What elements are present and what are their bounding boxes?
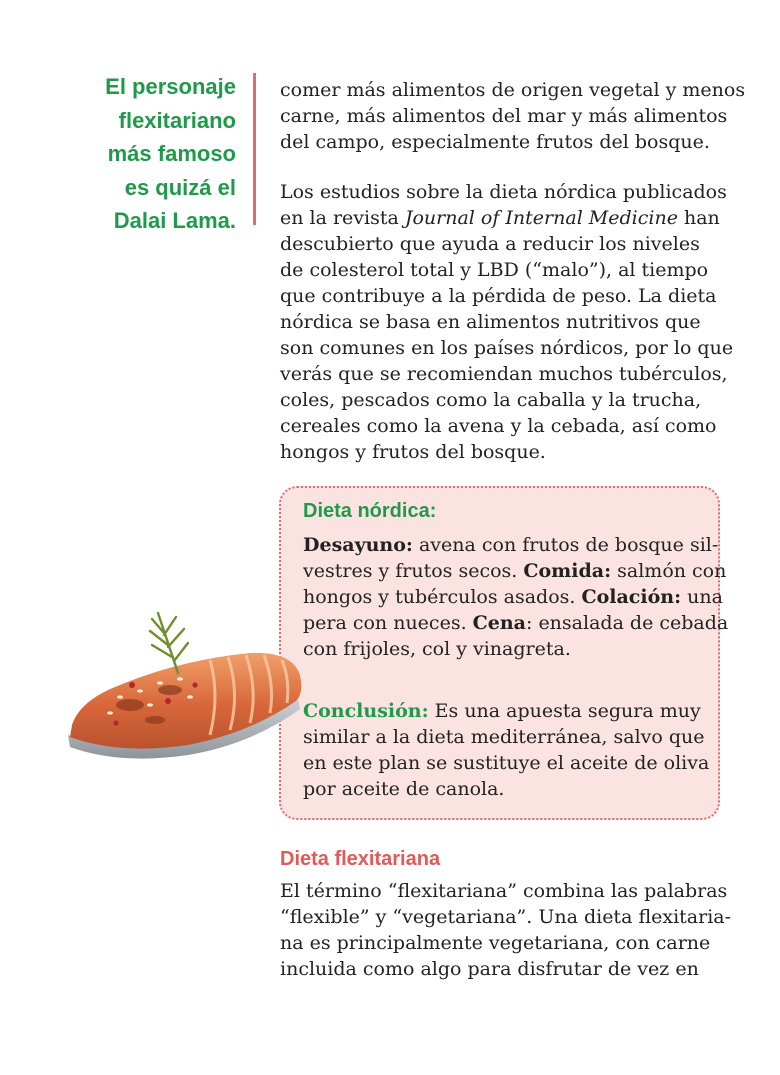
text-line: de colesterol total y LBD (“malo”), al tiempo — [280, 259, 709, 281]
text-line — [280, 205, 730, 231]
text-line: similar a la dieta mediterránea, salvo que — [303, 726, 705, 748]
text-fragment: avena con frutos de bosque sil- — [412, 534, 719, 556]
text-line: incluida como algo para disfrutar de vez en — [280, 958, 699, 980]
text-line: con frijoles, col y vinagreta. — [303, 638, 571, 660]
journal-name: Journal of Internal Medicine — [404, 207, 678, 229]
text-fragment: pera con nueces. — [303, 612, 473, 634]
flexitarian-paragraph — [280, 878, 730, 982]
text-fragment: : ensalada de cebada — [526, 612, 729, 634]
nordic-diet-conclusion — [303, 698, 753, 802]
text-fragment: salmón con — [611, 560, 727, 582]
conclusion-label: Conclusión: — [303, 700, 429, 722]
text-line: son comunes en los países nórdicos, por lo que — [280, 337, 734, 359]
text-fragment: en la revista — [280, 207, 405, 229]
grilled-salmon-illustration — [60, 605, 310, 775]
text-fragment: Es una apuesta segura muy — [428, 700, 701, 722]
pull-quote-line: Dalai Lama. — [113, 208, 236, 233]
nordic-study-paragraph — [280, 179, 734, 465]
text-fragment: vestres y frutos secos. — [303, 560, 524, 582]
pull-quote-line: más famoso — [107, 141, 236, 166]
text-line: nórdica se basa en alimentos nutritivos que — [280, 311, 701, 333]
nordic-diet-title: Dieta nórdica: — [303, 500, 437, 522]
text-line: verás que se recomiendan muchos tubérculos, — [280, 363, 728, 385]
text-line: coles, pescados como la caballa y la trucha, — [280, 389, 702, 411]
text-line — [303, 584, 753, 610]
breakfast-label: Desayuno: — [303, 534, 413, 556]
nordic-diet-menu — [303, 532, 753, 662]
text-line: carne, más alimentos del mar y más alimentos — [280, 105, 728, 127]
text-line — [303, 610, 753, 636]
dinner-label: Cena — [472, 612, 526, 634]
text-fragment: hongos y tubérculos asados. — [303, 586, 582, 608]
text-line: que contribuye a la pérdida de peso. La dieta — [280, 285, 717, 307]
pull-quote-divider — [253, 73, 256, 225]
intro-paragraph — [280, 77, 746, 155]
text-line: na es principalmente vegetariana, con carne — [280, 932, 711, 954]
text-line — [303, 532, 753, 558]
text-line: “flexible” y “vegetariana”. Una dieta flexitaria- — [280, 906, 732, 928]
text-line: en este plan se sustituye el aceite de oliva — [303, 752, 710, 774]
lunch-label: Comida: — [523, 560, 612, 582]
pull-quote-line: es quizá el — [124, 174, 236, 200]
text-line: Los estudios sobre la dieta nórdica publicados — [280, 181, 727, 203]
text-line: descubierto que ayuda a reducir los niveles — [280, 233, 700, 255]
text-line: cereales como la avena y la cebada, así como — [280, 415, 717, 437]
text-line: comer más alimentos de origen vegetal y menos — [280, 79, 746, 101]
pull-quote-line: El personaje — [105, 74, 236, 99]
text-fragment: han — [677, 207, 720, 229]
snack-label: Colación: — [581, 586, 682, 608]
text-fragment: una — [681, 586, 723, 608]
text-line: del campo, especialmente frutos del bosque. — [280, 131, 710, 153]
text-line: El término “flexitariana” combina las palabras — [280, 880, 728, 902]
text-line — [303, 698, 753, 724]
text-line: hongos y frutos del bosque. — [280, 441, 546, 463]
flexitarian-section-title: Dieta flexitariana — [280, 848, 441, 870]
pull-quote — [60, 70, 236, 238]
text-line — [303, 558, 753, 584]
text-line: por aceite de canola. — [303, 778, 505, 800]
pull-quote-line: flexitariano — [118, 107, 236, 133]
